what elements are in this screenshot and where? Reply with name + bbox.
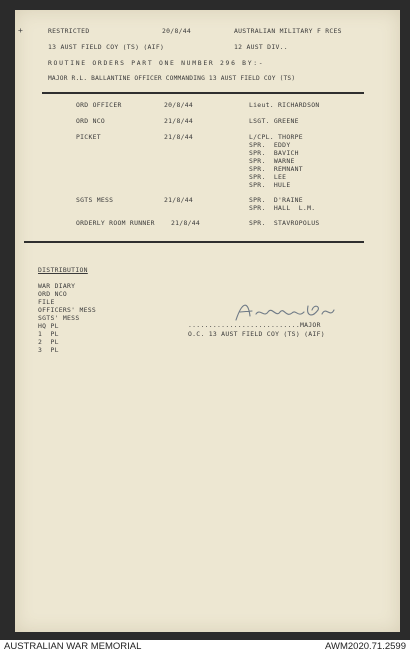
distribution-item: 1 PL (38, 330, 59, 338)
duty-picket: PICKET (76, 133, 101, 141)
distribution-item: 3 PL (38, 346, 59, 354)
runner-name: SPR. STAVROPOLUS (249, 219, 320, 227)
signature-line: ...........................MAJOR (188, 321, 321, 329)
top-divider (42, 92, 364, 94)
header-date: 20/8/44 (162, 27, 192, 35)
duty-name: LSGT. GREENE (249, 117, 299, 125)
distribution-item: WAR DIARY (38, 282, 76, 290)
order-line: ROUTINE ORDERS PART ONE NUMBER 296 BY:- (48, 59, 265, 67)
picket-name: SPR. REMNANT (249, 165, 303, 173)
duty-orderly-room-runner: ORDERLY ROOM RUNNER (76, 219, 155, 227)
duty-sgts-mess: SGTS MESS (76, 196, 114, 204)
duty-date: 21/8/44 (164, 133, 194, 141)
mess-name: SPR. D'RAINE (249, 196, 303, 204)
picket-name: SPR. EDDY (249, 141, 291, 149)
duty-ord-nco: ORD NCO (76, 117, 106, 125)
picket-name: L/CPL. THORPE (249, 133, 303, 141)
picket-name: SPR. LEE (249, 173, 287, 181)
duty-ord-officer: ORD OFFICER (76, 101, 122, 109)
picket-name: SPR. BAVICH (249, 149, 299, 157)
picket-name: SPR. HULE (249, 181, 291, 189)
picket-name: SPR. WARNE (249, 157, 295, 165)
distribution-heading: DISTRIBUTION (38, 266, 88, 274)
footer-accession: AWM2020.71.2599 (325, 641, 406, 652)
duty-name: Lieut. RICHARDSON (249, 101, 320, 109)
archive-footer (0, 640, 410, 653)
unit-left: 13 AUST FIELD COY (TS) (AIF) (48, 43, 165, 51)
bottom-divider (24, 241, 364, 243)
unit-right: AUSTRALIAN MILITARY F RCES (234, 27, 342, 35)
duty-date: 20/8/44 (164, 101, 194, 109)
duty-date: 21/8/44 (164, 196, 194, 204)
hole-punch-mark: + (18, 26, 23, 35)
duty-date: 21/8/44 (171, 219, 201, 227)
distribution-item: OFFICERS' MESS (38, 306, 97, 314)
distribution-item: FILE (38, 298, 55, 306)
distribution-item: ORD NCO (38, 290, 68, 298)
distribution-item: 2 PL (38, 338, 59, 346)
footer-institution: AUSTRALIAN WAR MEMORIAL (4, 641, 142, 652)
by-line: MAJOR R.L. BALLANTINE OFFICER COMMANDING 13 AUST FIELD COY (TS) (48, 75, 296, 82)
signature-title: O.C. 13 AUST FIELD COY (TS) (AIF) (188, 330, 325, 338)
duty-date: 21/8/44 (164, 117, 194, 125)
distribution-item: SGTS' MESS (38, 314, 80, 322)
division: 12 AUST DIV.. (234, 43, 288, 51)
restricted-label: RESTRICTED (48, 27, 90, 35)
mess-name: SPR. HALL L.M. (249, 204, 316, 212)
distribution-item: HQ PL (38, 322, 59, 330)
